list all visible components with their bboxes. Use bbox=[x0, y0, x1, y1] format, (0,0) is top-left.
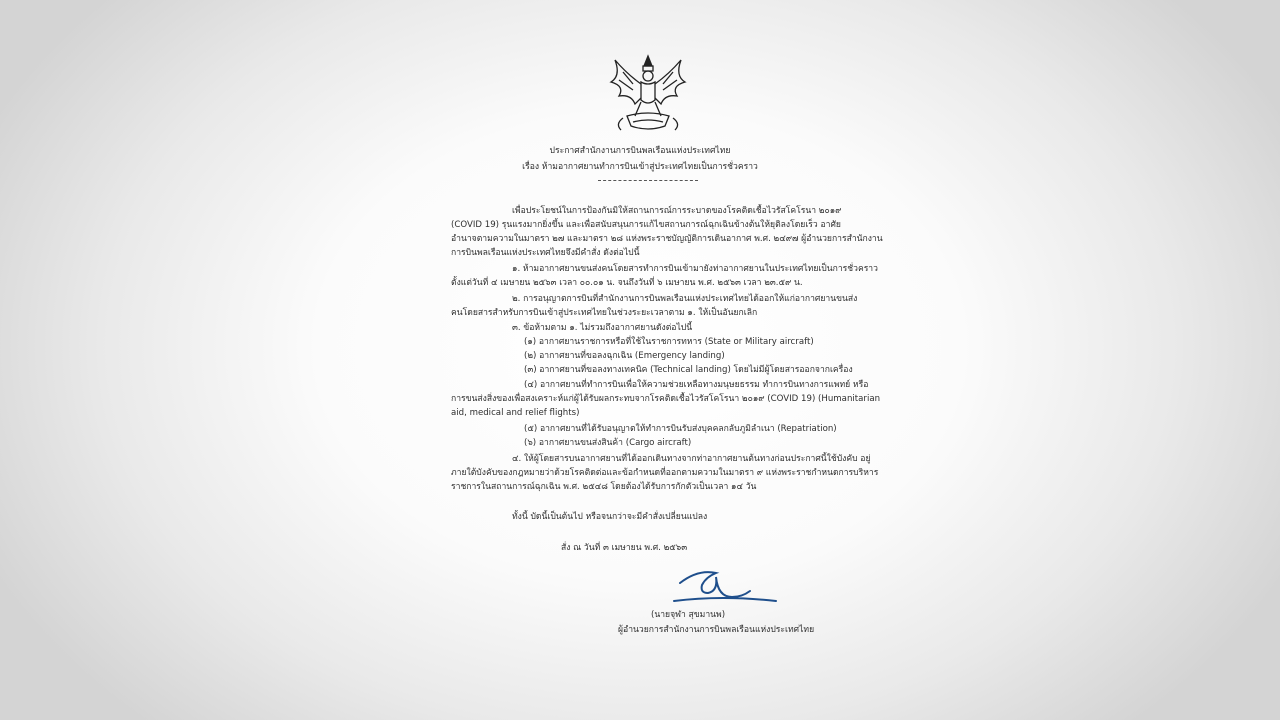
clause-3-intro: ๓. ข้อห้ามตาม ๑. ไม่รวมถึงอากาศยานดังต่อไปนี้ bbox=[512, 323, 693, 333]
exception-item-4-cont-1: การขนส่งสิ่งของเพื่อสงเคราะห์แก่ผู้ได้รับผลกระทบจากโรคติดเชื้อไวรัสโคโรนา ๒๐๑๙ (COVID 19) (Humanitarian bbox=[451, 394, 881, 404]
clause-4-line-3: ราชการในสถานการณ์ฉุกเฉิน พ.ศ. ๒๕๔๘ โดยต้องได้รับการกักตัวเป็นเวลา ๑๔ วัน bbox=[451, 482, 757, 492]
signatory-name: (นายจุฬา สุขมานพ) bbox=[651, 610, 726, 620]
clause-1-line-1: ๑. ห้ามอากาศยานขนส่งคนโดยสารทำการบินเข้ามายังท่าอากาศยานในประเทศไทยเป็นการชั่วคราว bbox=[512, 264, 878, 274]
document-subject: เรื่อง ห้ามอากาศยานทำการบินเข้าสู่ประเทศไทยเป็นการชั่วคราว bbox=[522, 162, 758, 172]
signatory-position: ผู้อำนวยการสำนักงานการบินพลเรือนแห่งประเทศไทย bbox=[618, 625, 815, 635]
signature-icon bbox=[672, 563, 780, 613]
effective-statement: ทั้งนี้ บัดนี้เป็นต้นไป หรือจนกว่าจะมีคำสั่งเปลี่ยนแปลง bbox=[512, 512, 708, 522]
exception-item-1: (๑) อากาศยานราชการหรือที่ใช้ในราชการทหาร (State or Military aircraft) bbox=[524, 337, 814, 347]
clause-2-line-1: ๒. การอนุญาตการบินที่สำนักงานการบินพลเรือนแห่งประเทศไทยได้ออกให้แก่อากาศยานขนส่ง bbox=[512, 294, 858, 304]
clause-4-line-2: ภายใต้บังคับของกฎหมายว่าด้วยโรคติดต่อและข้อกำหนดที่ออกตามความในมาตรา ๙ แห่งพระราชกำหนดการบริหาร bbox=[451, 468, 879, 478]
exception-item-6: (๖) อากาศยานขนส่งสินค้า (Cargo aircraft) bbox=[524, 438, 692, 448]
preamble-line-2: (COVID 19) รุนแรงมากยิ่งขึ้น และเพื่อสนับสนุนการแก้ไขสถานการณ์ฉุกเฉินข้างต้นให้ยุติลงโดยเร็ว อาศัย bbox=[451, 220, 841, 230]
exception-item-4-cont-2: aid, medical and relief flights) bbox=[451, 408, 580, 418]
exception-item-5: (๕) อากาศยานที่ได้รับอนุญาตให้ทำการบินรับส่งบุคคลกลับภูมิลำเนา (Repatriation) bbox=[524, 424, 837, 434]
exception-item-4: (๔) อากาศยานที่ทำการบินเพื่อให้ความช่วยเหลือทางมนุษยธรรม ทำการบินทางการแพทย์ หรือ bbox=[524, 380, 869, 390]
exception-item-2: (๒) อากาศยานที่ขอลงฉุกเฉิน (Emergency landing) bbox=[524, 351, 725, 361]
document-title: ประกาศสำนักงานการบินพลเรือนแห่งประเทศไทย bbox=[549, 146, 731, 156]
clause-2-line-2: คนโดยสารสำหรับการบินเข้าสู่ประเทศไทยในช่วงระยะเวลาตาม ๑. ให้เป็นอันยกเลิก bbox=[451, 308, 758, 318]
preamble-line-1: เพื่อประโยชน์ในการป้องกันมิให้สถานการณ์การระบาดของโรคติดเชื้อไวรัสโคโรนา ๒๐๑๙ bbox=[512, 206, 842, 216]
preamble-line-4: การบินพลเรือนแห่งประเทศไทยจึงมีคำสั่ง ดังต่อไปนี้ bbox=[451, 248, 640, 258]
clause-4-line-1: ๔. ให้ผู้โดยสารบนอากาศยานที่ได้ออกเดินทางจากท่าอากาศยานต้นทางก่อนประกาศนี้ใช้บังคับ อยู่ bbox=[512, 454, 871, 464]
exception-item-3: (๓) อากาศยานที่ขอลงทางเทคนิค (Technical landing) โดยไม่มีผู้โดยสารออกจากเครื่อง bbox=[524, 365, 853, 375]
header-divider bbox=[598, 180, 698, 181]
garuda-emblem-icon bbox=[605, 52, 691, 136]
clause-1-line-2: ตั้งแต่วันที่ ๔ เมษายน ๒๕๖๓ เวลา ๐๐.๐๑ น. จนถึงวันที่ ๖ เมษายน พ.ศ. ๒๕๖๓ เวลา ๒๓.๕๙ น. bbox=[451, 278, 803, 288]
preamble-line-3: อำนาจตามความในมาตรา ๒๗ และมาตรา ๒๘ แห่งพระราชบัญญัติการเดินอากาศ พ.ศ. ๒๔๙๗ ผู้อำนวยการสำนักงาน bbox=[451, 234, 883, 244]
order-date: สั่ง ณ วันที่ ๓ เมษายน พ.ศ. ๒๕๖๓ bbox=[561, 543, 688, 553]
